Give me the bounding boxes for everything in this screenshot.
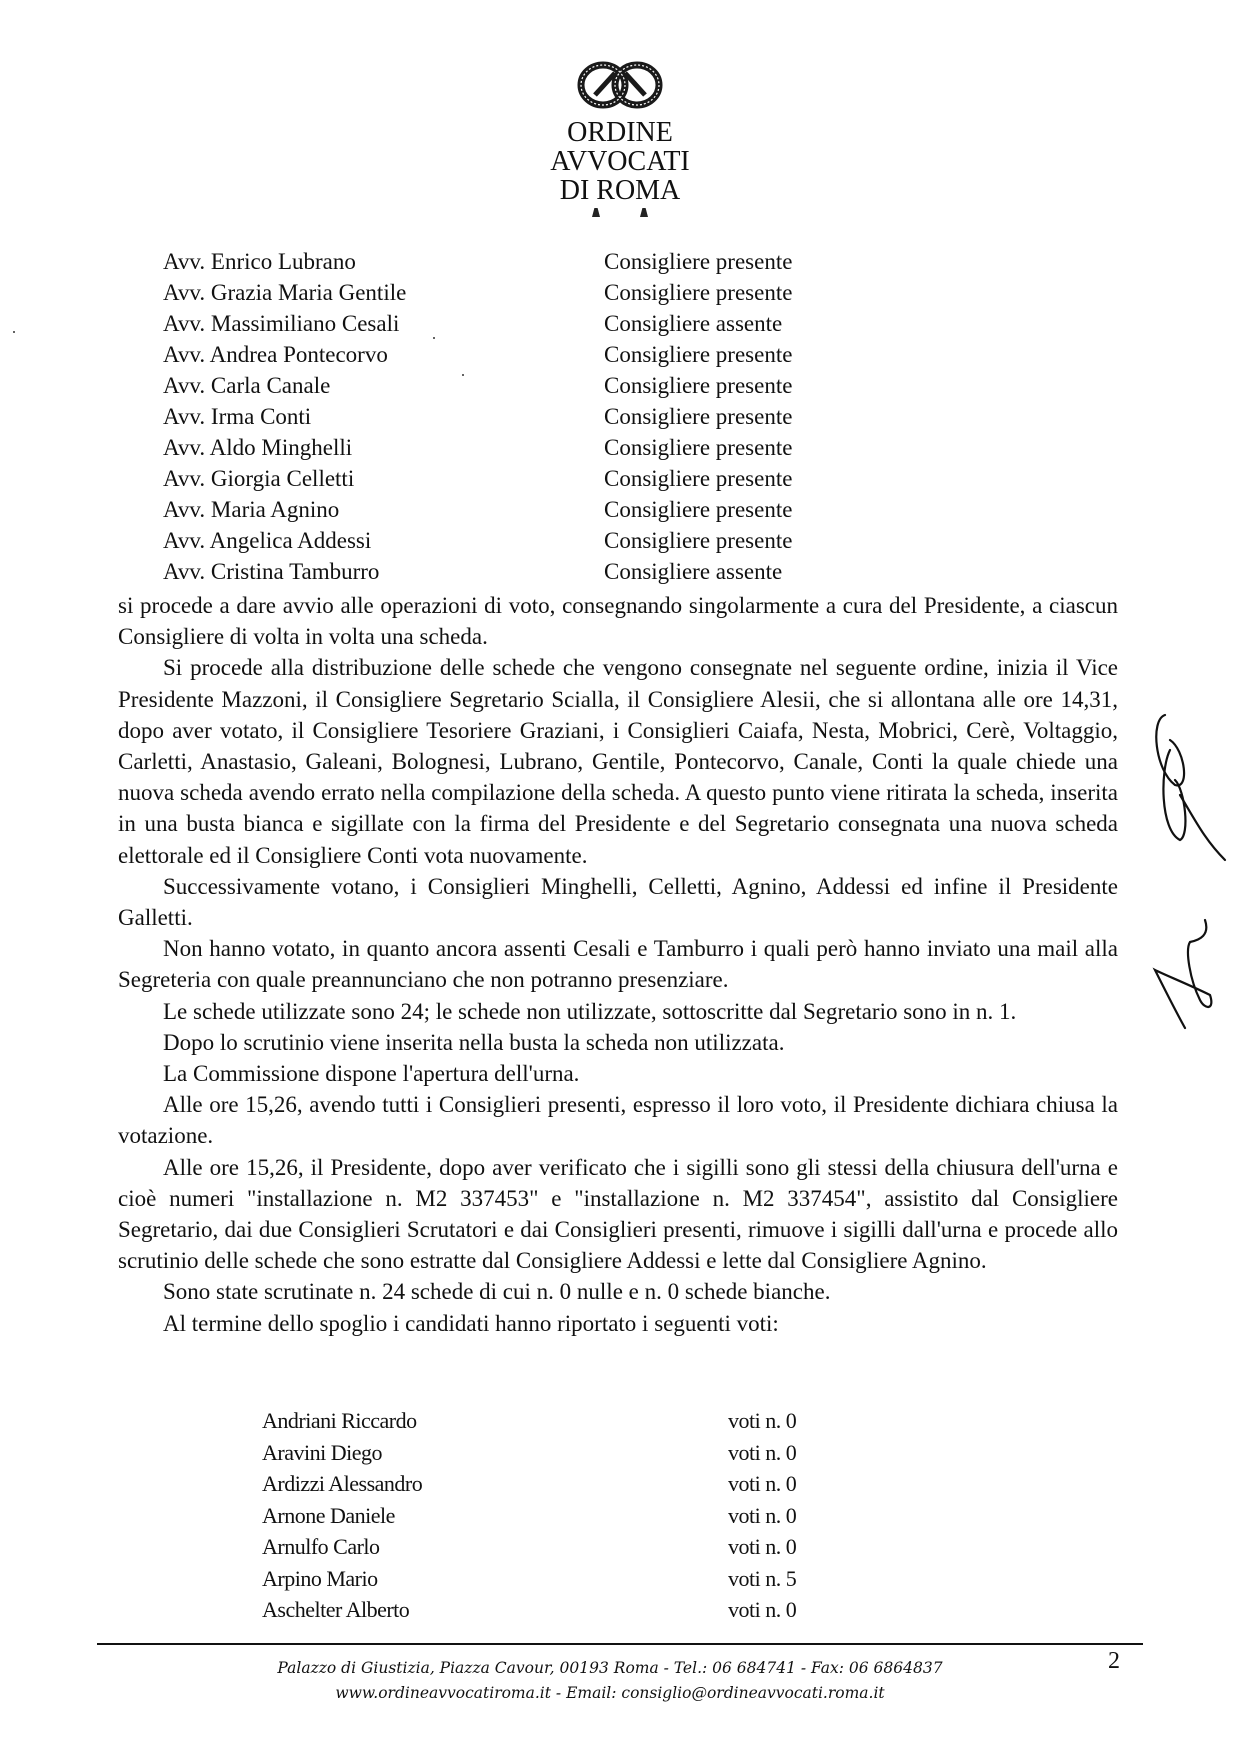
footer-divider xyxy=(97,1643,1143,1645)
councillor-name: Avv. Irma Conti xyxy=(163,404,312,429)
candidate-name: Arpino Mario xyxy=(262,1565,378,1591)
councillor-name: Avv. Grazia Maria Gentile xyxy=(163,280,407,305)
candidate-name: Ardizzi Alessandro xyxy=(262,1471,423,1496)
councillor-status: Consigliere presente xyxy=(604,404,793,429)
scan-speck xyxy=(433,337,435,339)
candidate-name: Aravini Diego xyxy=(262,1439,382,1465)
candidate-name: Arnone Daniele xyxy=(262,1502,395,1528)
attendance-list xyxy=(163,246,863,587)
attendance-row xyxy=(163,463,863,494)
attendance-row xyxy=(163,246,863,277)
logo-line-1: ORDINE xyxy=(567,117,673,148)
paragraph-absent: Non hanno votato, in quanto ancora assenti Cesali e Tamburro i quali però hanno inviato una mail alla Segreteria con quale preannunciano che non potranno presenziare. xyxy=(118,936,1118,993)
paragraph-vote-closed: Alle ore 15,26, avendo tutti i Consiglieri presenti, espresso il loro voto, il Presidente dichiara chiusa la votazione. xyxy=(118,1092,1118,1149)
attendance-row xyxy=(163,339,863,370)
attendance-row xyxy=(163,432,863,463)
paragraph-voting-start: si procede a dare avvio alle operazioni di voto, consegnando singolarmente a cura del Presidente, a ciascun Consigliere di volta in volta una scheda. xyxy=(118,593,1118,650)
councillor-name: Avv. Carla Canale xyxy=(163,373,331,398)
footer-contact xyxy=(160,1656,1060,1706)
scan-speck xyxy=(13,331,15,333)
candidate-row xyxy=(262,1563,862,1595)
logo-line-2: AVVOCATI xyxy=(550,146,690,177)
attendance-row xyxy=(163,494,863,525)
councillor-name: Avv. Andrea Pontecorvo xyxy=(163,342,388,367)
councillor-status: Consigliere assente xyxy=(604,559,783,584)
paragraph-results-intro: Al termine dello spoglio i candidati hanno riportato i seguenti voti: xyxy=(163,1310,779,1336)
councillor-status: Consigliere presente xyxy=(604,342,793,367)
candidate-results-list xyxy=(262,1405,862,1626)
candidate-name: Aschelter Alberto xyxy=(262,1597,410,1622)
footer-address: Palazzo di Giustizia, Piazza Cavour, 00193 Roma - Tel.: 06 684741 - Fax: 06 6864837 xyxy=(277,1659,943,1677)
councillor-status: Consigliere presente xyxy=(604,435,793,460)
candidate-row xyxy=(262,1437,862,1469)
candidate-row xyxy=(262,1531,862,1563)
attendance-row xyxy=(163,556,863,587)
attendance-row xyxy=(163,308,863,339)
knot-emblem-icon xyxy=(575,55,665,117)
councillor-name: Avv. Giorgia Celletti xyxy=(163,466,355,491)
councillor-name: Avv. Massimiliano Cesali xyxy=(163,311,400,336)
councillor-name: Avv. Maria Agnino xyxy=(163,497,340,522)
signature-initials-icon xyxy=(1130,710,1240,1030)
paragraph-urn-opening: La Commissione dispone l'apertura dell'urna. xyxy=(163,1061,580,1087)
candidate-name: Arnulfo Carlo xyxy=(262,1534,380,1559)
councillor-status: Consigliere presente xyxy=(604,280,793,305)
candidate-row xyxy=(262,1594,862,1626)
attendance-row xyxy=(163,370,863,401)
logo-line-3: DI ROMA xyxy=(559,175,681,206)
paragraph-seals: Alle ore 15,26, il Presidente, dopo aver verificato che i sigilli sono gli stessi della chiusura dell'urna e cioè numeri "installazione n. M2 337453" e "installazione n. M2 337454", assistito dal Consigliere Segretario, dai due Consiglieri Scrutatori e dai Consiglieri presenti, rimuove i sigilli dall'urna e procede allo scrutinio delle schede che sono estratte dal Consigliere Addessi e lette dal Consigliere Agnino. xyxy=(118,1154,1118,1274)
attendance-row xyxy=(163,277,863,308)
logo-foot-left-icon xyxy=(592,208,600,217)
candidate-row xyxy=(262,1468,862,1500)
paragraph-ballots-used: Le schede utilizzate sono 24; le schede non utilizzate, sottoscritte dal Segretario sono in n. 1. xyxy=(163,998,1017,1024)
ordine-avvocati-logo xyxy=(540,55,700,217)
councillor-name: Avv. Aldo Minghelli xyxy=(163,435,353,460)
paragraph-subsequent-votes: Successivamente votano, i Consiglieri Minghelli, Celletti, Agnino, Addessi ed infine il Presidente Galletti. xyxy=(118,873,1118,931)
councillor-status: Consigliere presente xyxy=(604,497,793,522)
scan-speck xyxy=(462,374,464,376)
page-number: 2 xyxy=(1108,1648,1120,1674)
logo-feet xyxy=(540,208,700,217)
minutes-body xyxy=(118,590,1118,1339)
candidate-votes: voti n. 0 xyxy=(728,1408,797,1433)
candidate-row xyxy=(262,1500,862,1532)
candidate-votes: voti n. 0 xyxy=(728,1597,797,1622)
candidate-name: Andriani Riccardo xyxy=(262,1408,417,1433)
margin-signatures xyxy=(1130,710,1240,1034)
candidate-votes: voti n. 0 xyxy=(728,1439,797,1465)
paragraph-unused-ballot: Dopo lo scrutinio viene inserita nella busta la scheda non utilizzata. xyxy=(163,1029,785,1055)
councillor-name: Avv. Angelica Addessi xyxy=(163,528,372,553)
paragraph-distribution: Si procede alla distribuzione delle schede che vengono consegnate nel seguente ordine, inizia il Vice Presidente Mazzoni, il Consigliere Segretario Scialla, il Consigliere Alesii, che si allontana alle ore 14,31, dopo aver votato, il Consigliere Tesoriere Graziani, i Consiglieri Caiafa, Nesta, Mobrici, Cerè, Voltaggio, Carletti, Anastasio, Galeani, Bolognesi, Lubrano, Gentile, Pontecorvo, Canale, Conti la quale chiede una nuova scheda avendo errato nella compilazione della scheda. A questo punto viene ritirata la scheda, inserita in una busta bianca e sigillate con la firma del Presidente e del Segretario consegnata una nuova scheda elettorale ed il Consigliere Conti vota nuovamente. xyxy=(118,655,1118,868)
candidate-votes: voti n. 5 xyxy=(728,1565,797,1591)
candidate-votes: voti n. 0 xyxy=(728,1471,797,1496)
councillor-status: Consigliere assente xyxy=(604,311,783,336)
attendance-row xyxy=(163,401,863,432)
candidate-votes: voti n. 0 xyxy=(728,1502,797,1528)
attendance-row xyxy=(163,525,863,556)
paragraph-scrutiny-count: Sono state scrutinate n. 24 schede di cui n. 0 nulle e n. 0 schede bianche. xyxy=(163,1279,831,1305)
logo-foot-right-icon xyxy=(640,208,648,217)
councillor-name: Avv. Enrico Lubrano xyxy=(163,249,356,274)
councillor-status: Consigliere presente xyxy=(604,528,793,553)
footer-web-email: www.ordineavvocatiroma.it - Email: consiglio@ordineavvocati.roma.it xyxy=(335,1684,885,1702)
councillor-status: Consigliere presente xyxy=(604,373,793,398)
candidate-votes: voti n. 0 xyxy=(728,1534,797,1559)
candidate-row xyxy=(262,1405,862,1437)
councillor-name: Avv. Cristina Tamburro xyxy=(163,559,380,584)
councillor-status: Consigliere presente xyxy=(604,466,793,491)
councillor-status: Consigliere presente xyxy=(604,249,793,274)
